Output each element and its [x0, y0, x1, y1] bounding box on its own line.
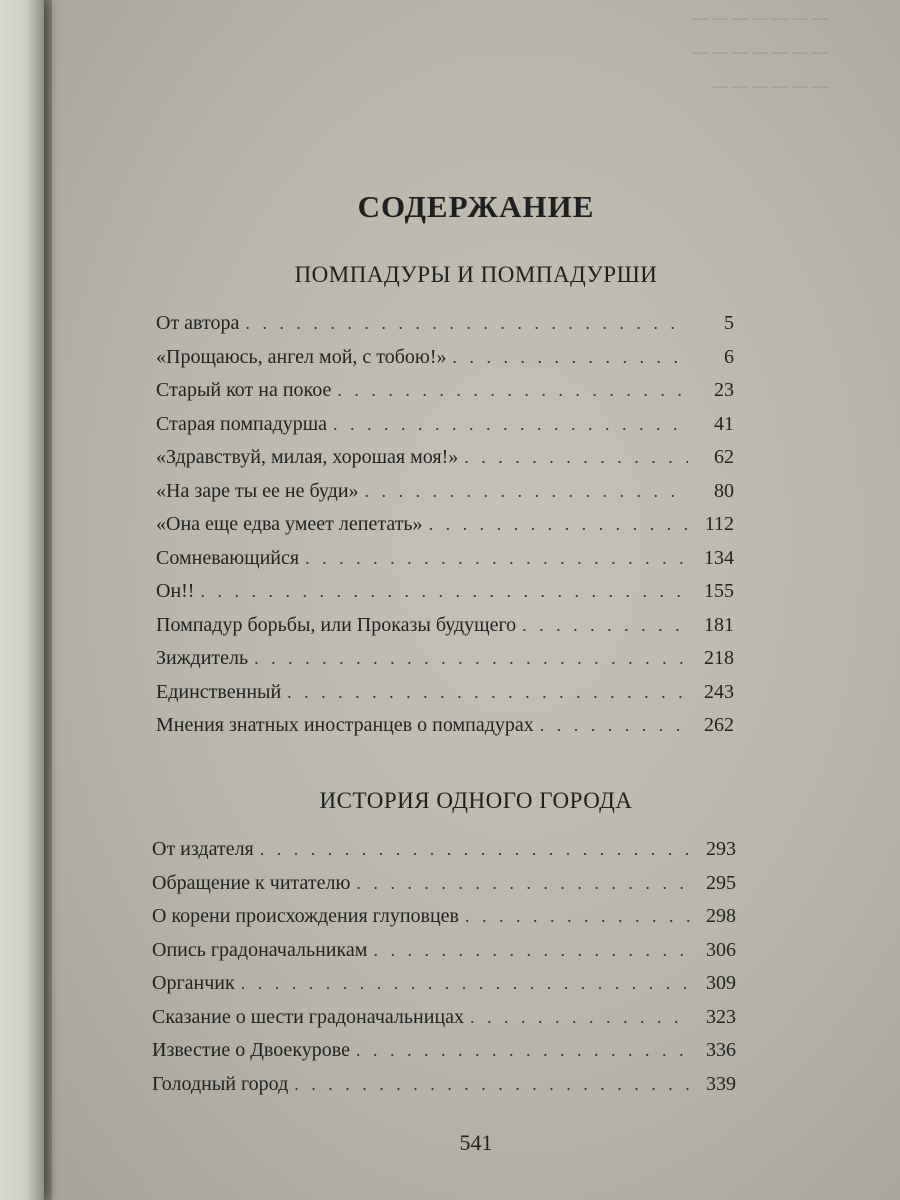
dot-leader: [260, 839, 690, 860]
entry-page-number: 293: [706, 838, 736, 860]
bleed-through-text: — — — — — — —: [692, 44, 828, 61]
bleed-through-text: — — — — — — —: [692, 10, 828, 27]
toc-entry: [152, 1006, 736, 1040]
entry-page-number: 23: [714, 379, 734, 401]
dot-leader: [365, 481, 688, 502]
toc-entry: [156, 312, 734, 346]
entry-title: Голодный город: [152, 1072, 289, 1095]
entry-title: Он!!: [156, 580, 195, 602]
dot-leader: [522, 615, 688, 636]
entry-title: Старая помпадурша: [156, 412, 328, 435]
dot-leader: [241, 973, 690, 994]
entry-title: Известие о Двоекурове: [152, 1039, 350, 1061]
dot-leader: [245, 313, 688, 334]
toc-section-istoriya: [152, 838, 736, 1106]
section-heading-istoriya: ИСТОРИЯ ОДНОГО ГОРОДА: [319, 788, 633, 813]
dot-leader: [356, 1040, 690, 1061]
toc-entry: [152, 1073, 736, 1107]
previous-page-edge: [0, 0, 44, 1200]
entry-title: Единственный: [156, 680, 282, 703]
entry-page-number: 80: [714, 479, 734, 502]
toc-entry: [156, 547, 734, 581]
entry-page-number: 218: [704, 647, 734, 669]
toc-entry: [156, 681, 734, 715]
dot-leader: [294, 1074, 690, 1095]
entry-page-number: 112: [704, 513, 734, 535]
dot-leader: [200, 581, 688, 602]
entry-page-number: 323: [706, 1005, 736, 1028]
toc-entry: [156, 346, 734, 380]
entry-page-number: 295: [706, 871, 736, 894]
entry-page-number: 306: [706, 938, 736, 961]
entry-page-number: 5: [724, 312, 734, 334]
entry-title: Помпадур борьбы, или Проказы будущего: [156, 613, 517, 636]
entry-page-number: 134: [704, 546, 734, 569]
toc-entry: [156, 647, 734, 681]
entry-title: Зиждитель: [156, 647, 249, 669]
entry-page-number: 181: [704, 613, 734, 636]
dot-leader: [373, 940, 690, 961]
entry-page-number: 339: [706, 1072, 736, 1095]
entry-page-number: 155: [704, 580, 734, 602]
entry-title: Органчик: [152, 972, 235, 994]
dot-leader: [356, 873, 690, 894]
toc-entry: [152, 905, 736, 939]
toc-entry: [156, 614, 734, 648]
toc-entry: [156, 413, 734, 447]
toc-entry: [152, 1039, 736, 1073]
toc-section-pompadury: [156, 312, 734, 748]
toc-entry: [152, 939, 736, 973]
entry-title: «На заре ты ее не буди»: [156, 479, 359, 502]
dot-leader: [337, 380, 688, 401]
page-number: 541: [459, 1130, 493, 1155]
entry-title: «Здравствуй, милая, хорошая моя!»: [156, 446, 459, 468]
entry-page-number: 41: [714, 412, 734, 435]
entry-page-number: 336: [706, 1039, 736, 1061]
dot-leader: [305, 548, 688, 569]
entry-title: Мнения знатных иностранцев о помпадурах: [156, 714, 534, 736]
dot-leader: [464, 447, 688, 468]
entry-title: О корени происхождения глуповцев: [152, 905, 460, 927]
toc-entry: [156, 379, 734, 413]
entry-title: Сомневающийся: [156, 546, 300, 569]
entry-page-number: 298: [706, 905, 736, 927]
bleed-through-text: — — — — — —: [712, 78, 828, 95]
dot-leader: [254, 648, 688, 669]
entry-title: «Она еще едва умеет лепетать»: [156, 513, 423, 535]
entry-page-number: 262: [704, 714, 734, 736]
toc-entry: [156, 580, 734, 614]
dot-leader: [540, 715, 688, 736]
dot-leader: [287, 682, 688, 703]
toc-entry: [156, 480, 734, 514]
toc-entry: [156, 714, 734, 748]
dot-leader: [470, 1007, 690, 1028]
entry-page-number: 309: [706, 972, 736, 994]
entry-page-number: 62: [714, 446, 734, 468]
toc-title: СОДЕРЖАНИЕ: [357, 188, 595, 224]
entry-title: От автора: [156, 312, 240, 334]
dot-leader: [333, 414, 688, 435]
entry-title: Опись градоначальникам: [152, 938, 368, 961]
dot-leader: [429, 514, 688, 535]
section-heading-pompadury: ПОМПАДУРЫ И ПОМПАДУРШИ: [294, 262, 658, 287]
toc-entry: [152, 872, 736, 906]
entry-page-number: 243: [704, 680, 734, 703]
entry-title: «Прощаюсь, ангел мой, с тобою!»: [156, 345, 447, 368]
entry-title: От издателя: [152, 838, 254, 860]
dot-leader: [465, 906, 690, 927]
dot-leader: [453, 347, 688, 368]
entry-title: Обращение к читателю: [152, 871, 351, 894]
toc-entry: [152, 972, 736, 1006]
toc-entry: [156, 513, 734, 547]
toc-entry: [152, 838, 736, 872]
toc-entry: [156, 446, 734, 480]
entry-page-number: 6: [724, 345, 734, 368]
entry-title: Сказание о шести градоначальницах: [152, 1005, 465, 1028]
entry-title: Старый кот на покое: [156, 379, 332, 401]
